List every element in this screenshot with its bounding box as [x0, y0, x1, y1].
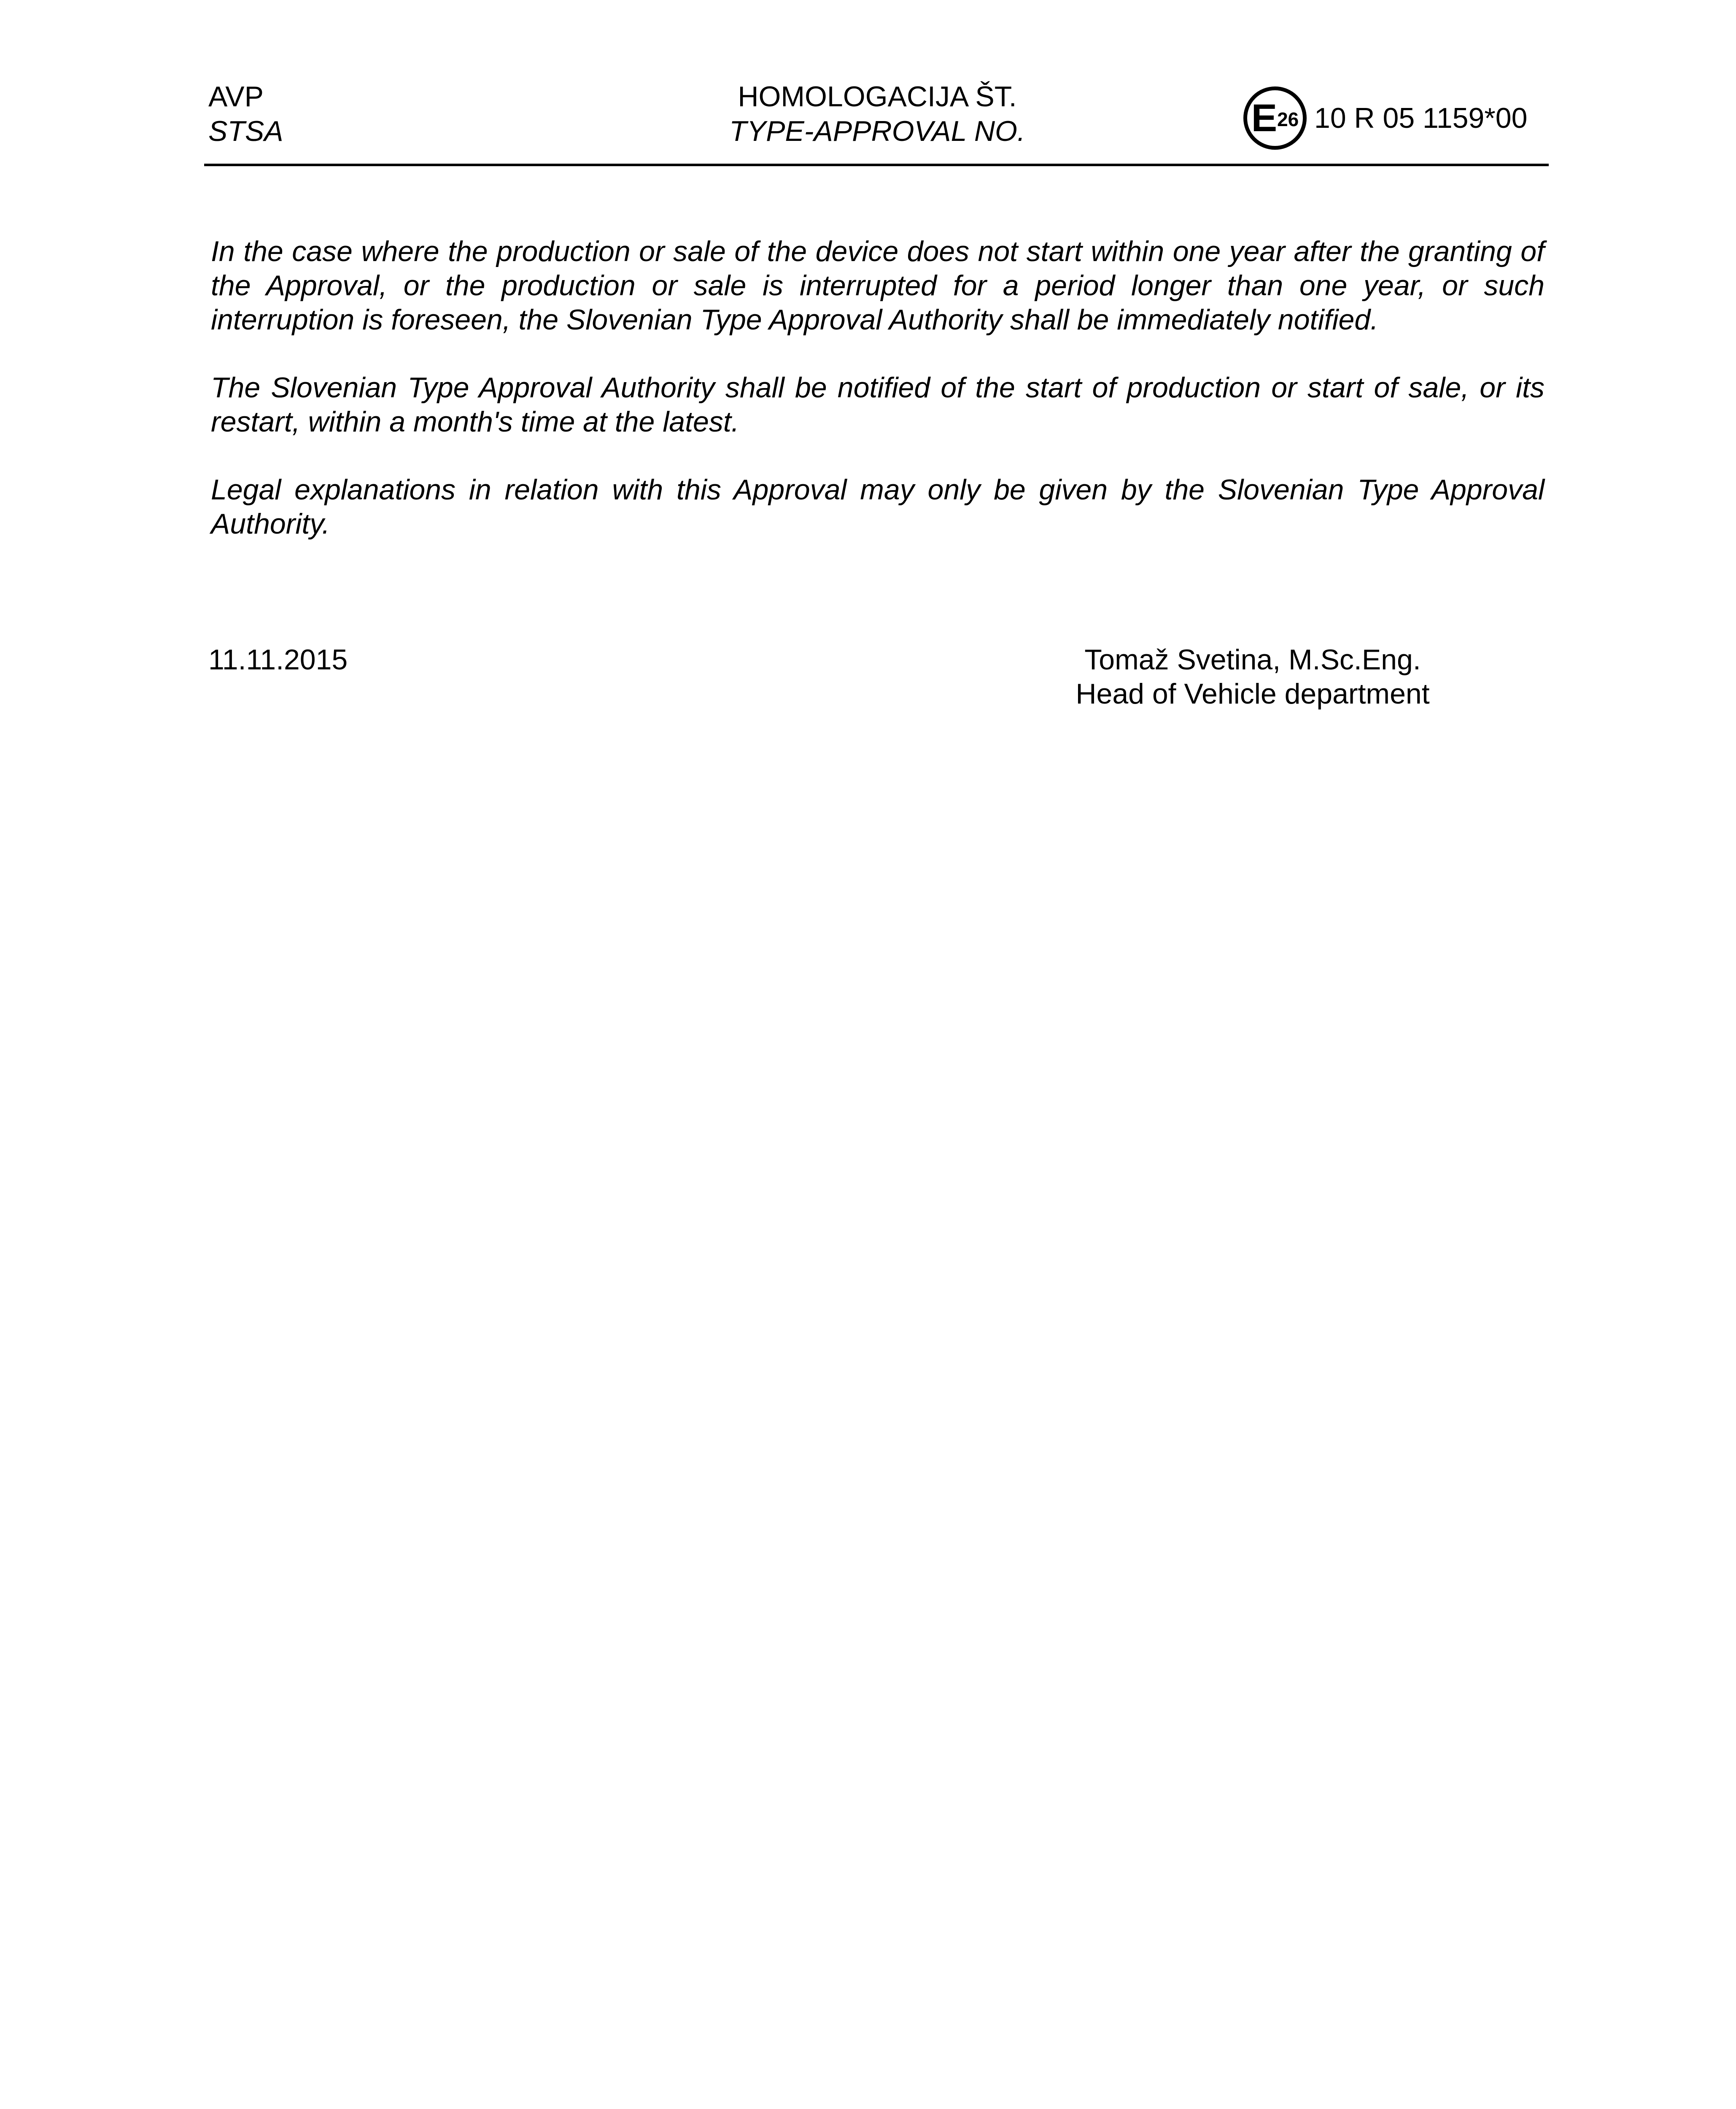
signer-position: Head of Vehicle department — [1076, 678, 1430, 710]
paragraph: In the case where the production or sale of the device does not start within one year after the granting of the Approval, or the production or sale is interrupted for a period longer than one year, or such interruption is foreseen, the Slovenian Type Approval Authority shall be immediately notified. — [211, 235, 1545, 336]
org-abbrev-sl: AVP — [208, 81, 264, 113]
emark-country-code: 26 — [1277, 108, 1299, 130]
emark-letter: E — [1251, 97, 1278, 140]
body-text — [211, 235, 1545, 575]
title-sl: HOMOLOGACIJA ŠT. — [738, 81, 1017, 113]
paragraph: The Slovenian Type Approval Authority shall be notified of the start of production or start of sale, or its restart, within a month's time at the latest. — [211, 372, 1545, 438]
signature-block — [1063, 643, 1442, 711]
org-abbrev-en: STSA — [208, 115, 283, 147]
header-title — [666, 79, 1088, 148]
e-mark-icon — [1243, 86, 1307, 150]
signature-date: 11.11.2015 — [208, 644, 348, 676]
signer-name: Tomaž Svetina, M.Sc.Eng. — [1084, 644, 1421, 676]
paragraph: Legal explanations in relation with this Approval may only be given by the Slovenian Type Approval Authority. — [211, 474, 1545, 540]
header-approval — [1243, 81, 1527, 155]
header-organization — [208, 79, 283, 148]
approval-number: 10 R 05 1159*00 — [1314, 102, 1528, 134]
title-en: TYPE-APPROVAL NO. — [729, 115, 1025, 147]
header-divider — [204, 164, 1549, 166]
